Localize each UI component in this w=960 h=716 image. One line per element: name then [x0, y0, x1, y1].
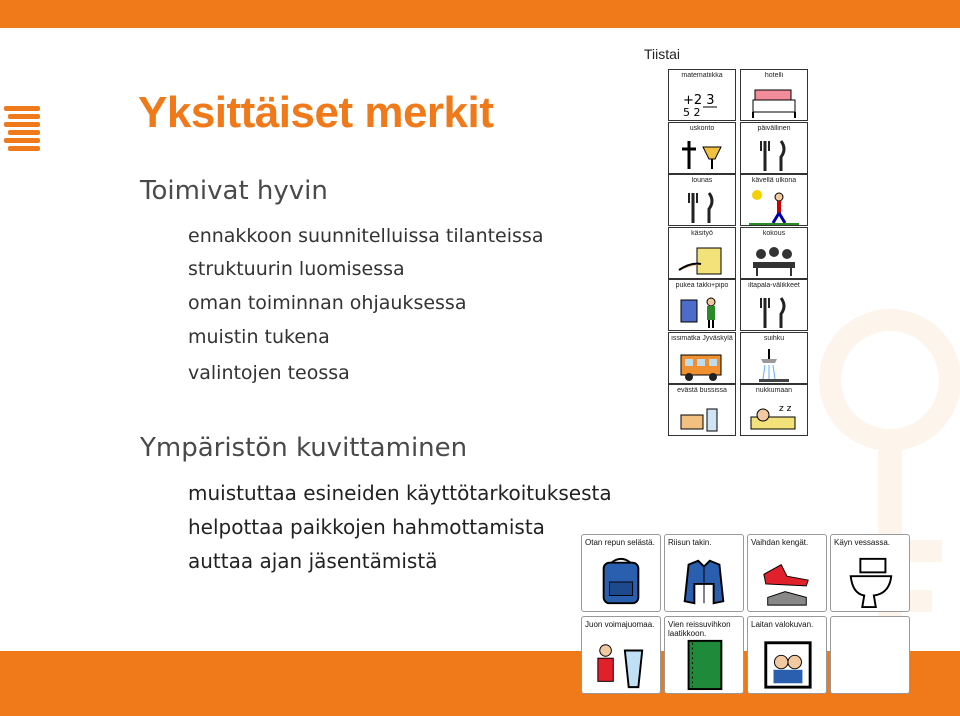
slide-title: Yksittäiset merkit — [138, 88, 494, 137]
bed-icon — [749, 82, 799, 120]
schedule-cell-label: matematiikka — [681, 72, 723, 79]
list-item: valintojen teossa — [188, 362, 350, 384]
meeting-icon — [749, 240, 799, 278]
schedule-cell-label: issimatka Jyväskylä — [671, 334, 733, 342]
notebook-icon — [674, 637, 734, 691]
svg-text:z z: z z — [779, 404, 792, 414]
backpack-icon — [591, 555, 651, 609]
routine-card — [581, 616, 661, 694]
cutlery-icon — [677, 187, 727, 225]
schedule-cell — [668, 227, 736, 279]
schedule-day-label: Tiistai — [644, 46, 681, 62]
schedule-cell-label: lounas — [691, 177, 713, 184]
list-item: oman toiminnan ohjauksessa — [188, 292, 467, 314]
schedule-cell-label: hotelli — [764, 72, 784, 79]
routine-card — [830, 616, 910, 694]
schedule-cell-label: uskonto — [689, 124, 715, 132]
schedule-cell — [668, 174, 736, 226]
jacket-icon — [674, 555, 734, 609]
schedule-cell — [740, 174, 808, 226]
routine-card-label: Riisun takin. — [668, 538, 712, 547]
math-icon — [677, 82, 727, 120]
toilet-icon — [840, 555, 900, 609]
schedule-cell-label: evästä bussissa — [677, 387, 727, 394]
routine-card-label: Käyn vessassa. — [834, 538, 891, 547]
cutlery-icon — [749, 135, 799, 173]
schedule-cell — [740, 69, 808, 121]
schedule-cell-label: kävellä ulkona — [751, 177, 797, 184]
list-item: ennakkoon suunnitelluissa tilanteissa — [188, 225, 544, 247]
handicraft-icon — [677, 240, 727, 278]
list-item: auttaa ajan jäsentämistä — [188, 549, 438, 573]
walk-outside-icon — [749, 187, 799, 225]
routine-card-label: Otan repun selästä. — [585, 538, 655, 547]
dress-coat-icon — [677, 292, 727, 330]
schedule-cell — [740, 227, 808, 279]
top-accent-bar — [0, 0, 960, 28]
routine-card — [664, 534, 744, 612]
schedule-cell — [668, 332, 736, 384]
svg-text:+2 3: +2 3 — [683, 93, 715, 108]
schedule-cell — [668, 122, 736, 174]
routine-card — [581, 534, 661, 612]
shoes-icon — [757, 555, 817, 609]
cutlery-icon — [749, 292, 799, 330]
schedule-cell — [668, 69, 736, 121]
schedule-cell-label: käsityö — [691, 229, 713, 237]
schedule-cell — [740, 279, 808, 331]
schedule-cell — [668, 384, 736, 436]
schedule-cell-label: nukkumaan — [755, 387, 793, 394]
schedule-cell — [740, 384, 808, 436]
list-item: helpottaa paikkojen hahmottamista — [188, 515, 545, 539]
sleep-icon — [749, 397, 799, 435]
bus-icon — [677, 345, 727, 383]
schedule-cell-label: pukea takki+pipo — [675, 282, 729, 289]
section-heading-environment: Ympäristön kuvittaminen — [140, 433, 468, 463]
religion-icon — [677, 135, 727, 173]
schedule-cell-label: iltapala-välikkeet — [748, 282, 800, 289]
snack-icon — [677, 397, 727, 435]
routine-card-label: Laitan valokuvan. — [751, 620, 814, 629]
schedule-cell-label: päivällinen — [757, 124, 791, 132]
list-item: muistuttaa esineiden käyttötarkoituksesta — [188, 481, 612, 505]
schedule-cell — [740, 122, 808, 174]
drink-icon — [591, 637, 651, 691]
svg-text:5 2: 5 2 — [683, 106, 701, 119]
routine-card-label: Vien reissuvihkon laatikkoon. — [668, 620, 731, 638]
schedule-cell — [668, 279, 736, 331]
list-item: struktuurin luomisessa — [188, 258, 405, 280]
routine-card — [664, 616, 744, 694]
section-heading-works-well: Toimivat hyvin — [140, 176, 328, 206]
schedule-cell-label: suihku — [763, 334, 785, 342]
list-item: muistin tukena — [188, 326, 330, 348]
shower-icon — [749, 345, 799, 383]
routine-card-label: Juon voimajuomaa. — [585, 620, 655, 629]
schedule-cell-label: kokous — [762, 229, 786, 237]
routine-card — [747, 616, 827, 694]
schedule-cell — [740, 332, 808, 384]
routine-card-label: Vaihdan kengät. — [751, 538, 809, 547]
routine-card — [747, 534, 827, 612]
routine-card — [830, 534, 910, 612]
photo-icon — [757, 637, 817, 691]
logo-icon — [4, 106, 42, 152]
